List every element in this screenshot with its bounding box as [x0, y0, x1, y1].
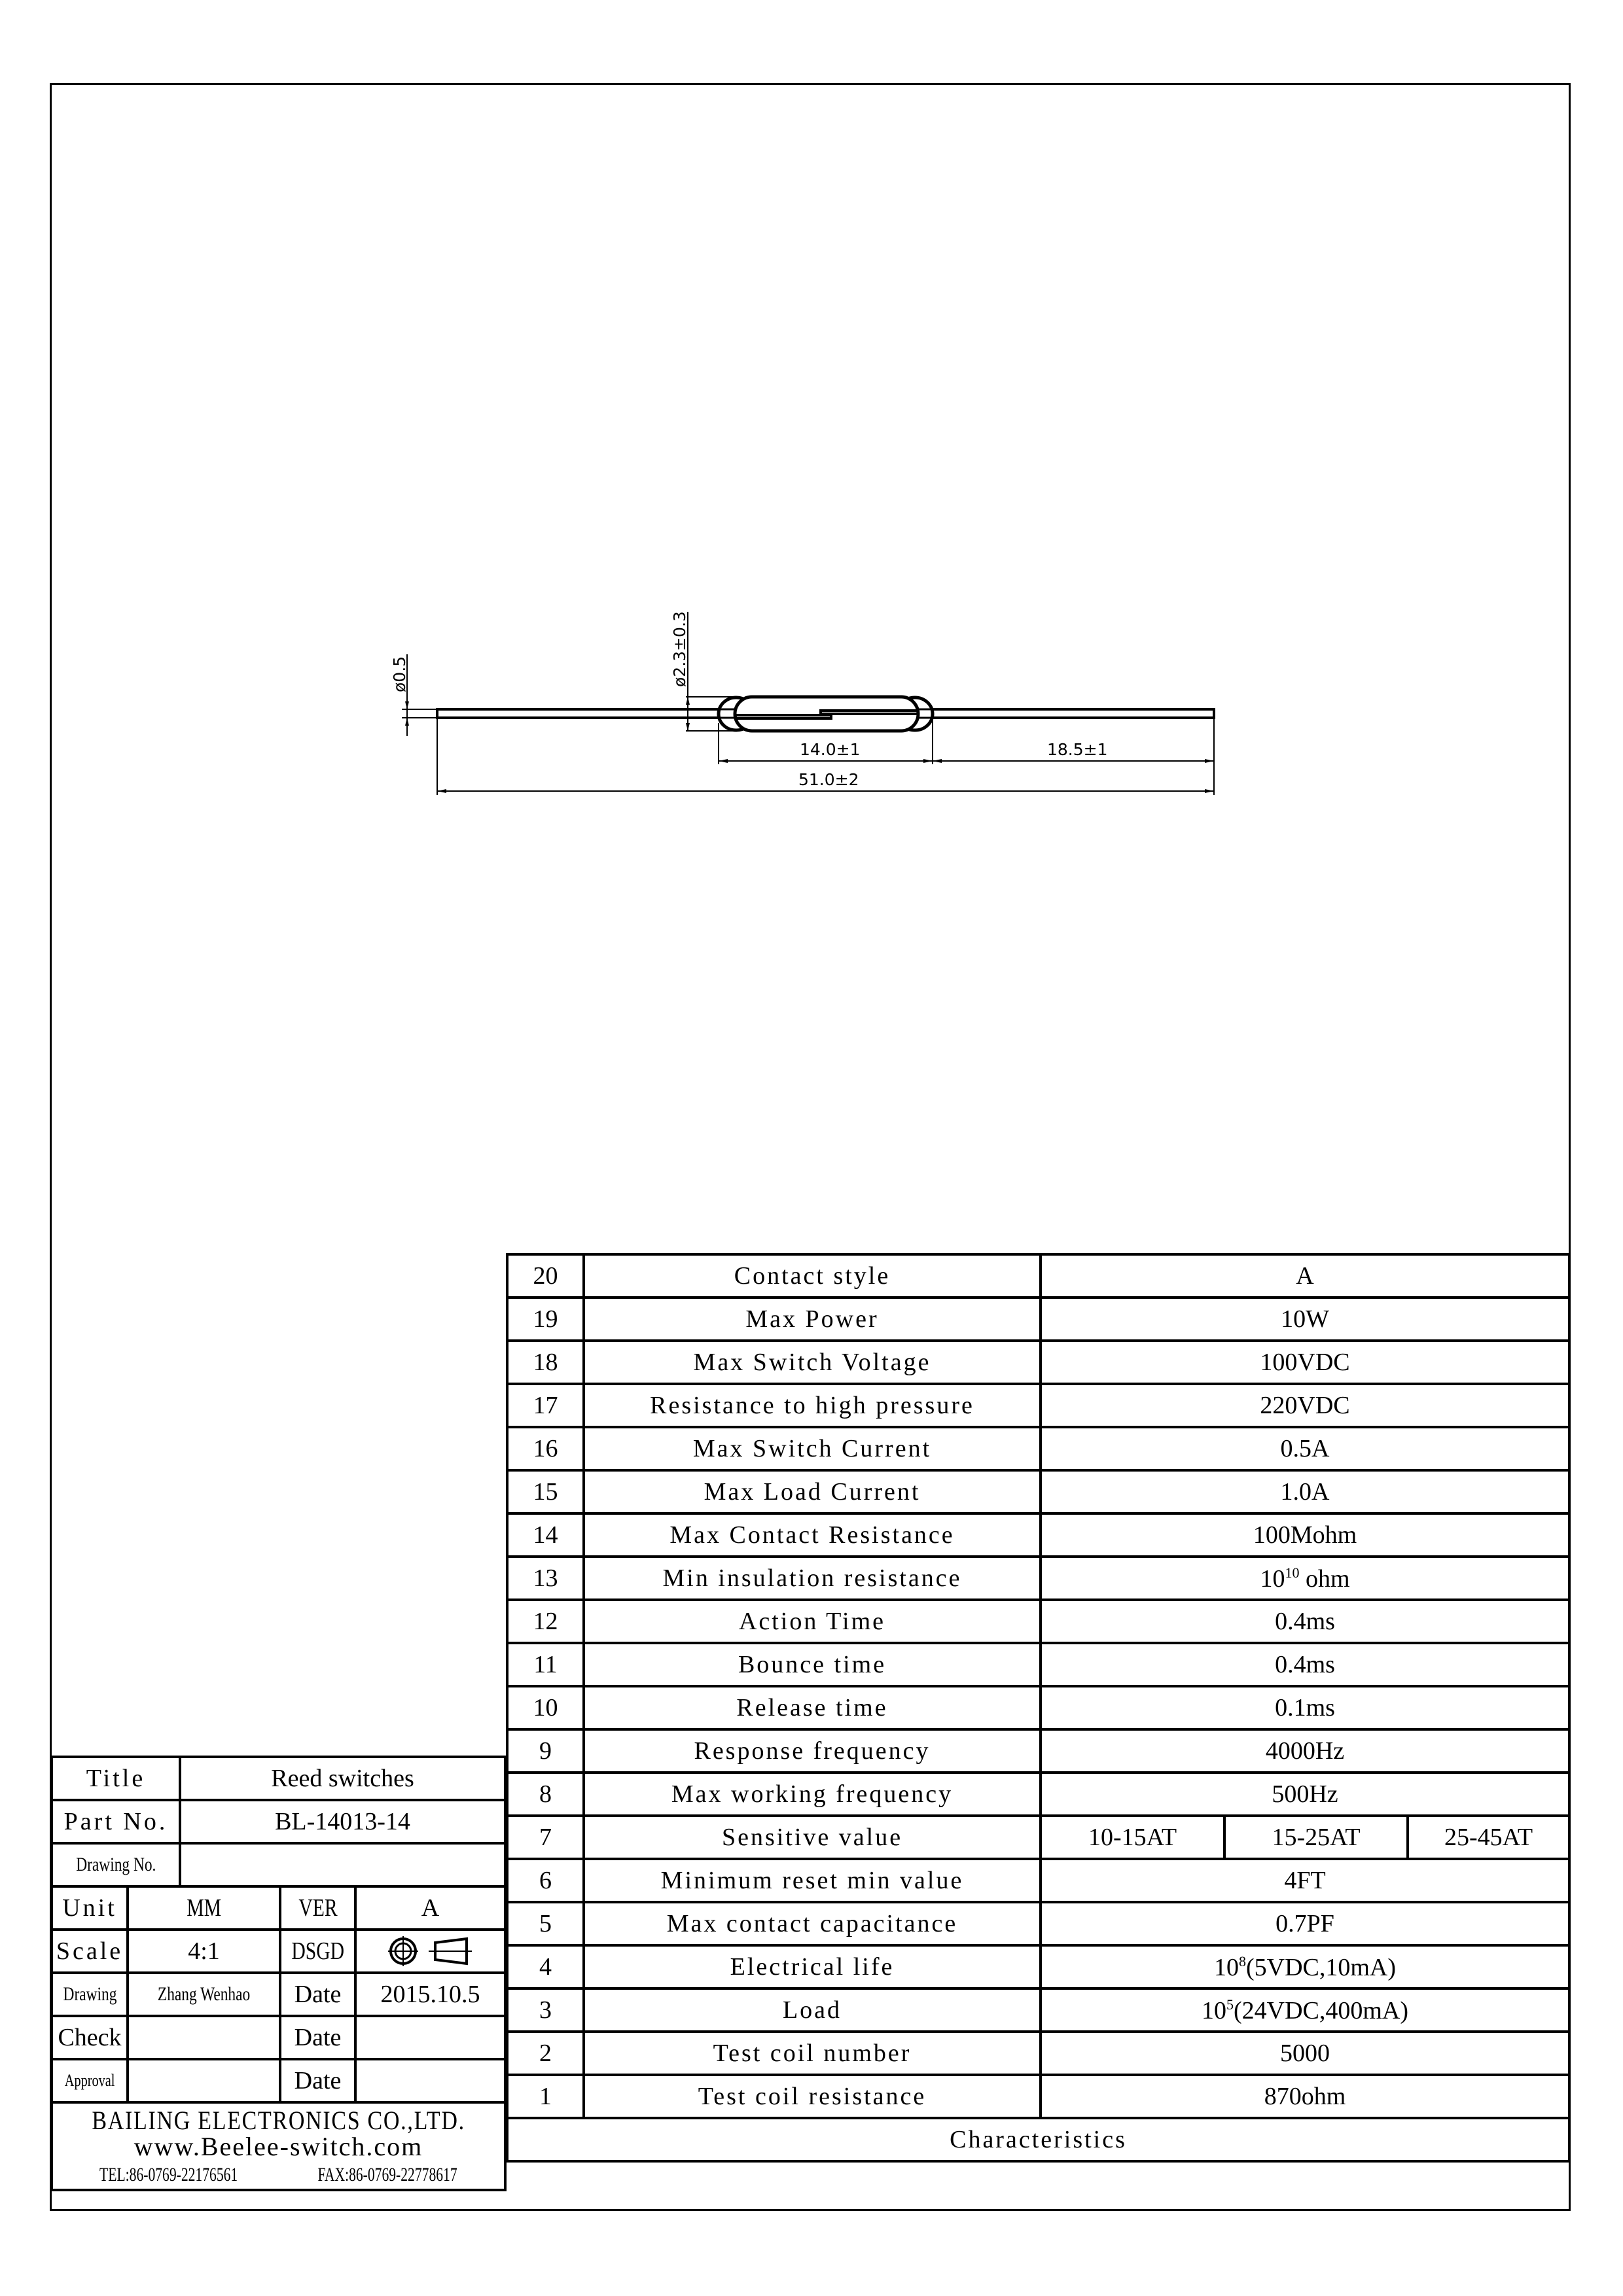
- scale-label: Scale: [52, 1930, 128, 1973]
- unit-row: [52, 1886, 505, 1930]
- spec-row: [507, 1945, 1569, 1988]
- spec-row-value: 0.4ms: [1041, 1600, 1569, 1643]
- spec-row-value: 1.0A: [1041, 1470, 1569, 1513]
- spec-row-name: Load: [584, 1988, 1041, 2032]
- unit-value: MM: [128, 1886, 280, 1930]
- company-name: BAILING ELECTRONICS CO.,LTD.: [92, 2106, 465, 2135]
- spec-row-value: 100VDC: [1041, 1341, 1569, 1384]
- spec-row: [507, 1902, 1569, 1945]
- spec-row-name: Max Contact Resistance: [584, 1513, 1041, 1557]
- spec-row-name: Contact style: [584, 1254, 1041, 1298]
- check-label: Check: [52, 2016, 128, 2059]
- characteristics-label: Characteristics: [507, 2118, 1569, 2161]
- company-tel: TEL:86-0769-22176561: [99, 2164, 238, 2185]
- company-fax: FAX:86-0769-22778617: [317, 2164, 457, 2185]
- spec-row-number: 11: [507, 1643, 584, 1686]
- spec-row-value: A: [1041, 1254, 1569, 1298]
- approval-date-value: [355, 2059, 505, 2102]
- spec-row-name: Bounce time: [584, 1643, 1041, 1686]
- spec-row-value: $10^5(24VDC,400mA)$: [1041, 1988, 1569, 2032]
- reed-switch-drawing: [0, 0, 1623, 851]
- spec-row: [507, 1384, 1569, 1427]
- check-value: [128, 2016, 280, 2059]
- spec-row-value: 4FT: [1041, 1859, 1569, 1902]
- spec-row-number: 7: [507, 1816, 584, 1859]
- spec-row: [507, 2075, 1569, 2118]
- spec-row-value-option: 25-45AT: [1408, 1816, 1569, 1859]
- ver-value: A: [355, 1886, 505, 1930]
- spec-row: [507, 1643, 1569, 1686]
- spec-row-name: Action Time: [584, 1600, 1041, 1643]
- spec-row-value: 0.4ms: [1041, 1643, 1569, 1686]
- spec-row-number: 20: [507, 1254, 584, 1298]
- check-date-value: [355, 2016, 505, 2059]
- spec-row-number: 8: [507, 1773, 584, 1816]
- spec-row-number: 18: [507, 1341, 584, 1384]
- drawing-value: Zhang Wenhao: [128, 1973, 280, 2016]
- spec-row-name: Test coil resistance: [584, 2075, 1041, 2118]
- dim-lead-length: 18.5±1: [1047, 740, 1108, 759]
- spec-row: [507, 1470, 1569, 1513]
- title-block: [50, 1756, 507, 2191]
- spec-row-name: Max Switch Voltage: [584, 1341, 1041, 1384]
- spec-row-value: $10^{10}$ ohm: [1041, 1557, 1569, 1600]
- spec-row: [507, 1427, 1569, 1470]
- spec-row: [507, 1773, 1569, 1816]
- spec-row-value-option: 15-25AT: [1224, 1816, 1408, 1859]
- spec-row-value: 220VDC: [1041, 1384, 1569, 1427]
- scale-row: [52, 1930, 505, 1973]
- spec-row: [507, 1729, 1569, 1773]
- spec-row-number: 5: [507, 1902, 584, 1945]
- spec-row: [507, 1816, 1569, 1859]
- spec-row-value: $10^8(5VDC,10mA)$: [1041, 1945, 1569, 1988]
- drawing-label: Drawing: [52, 1973, 128, 2016]
- spec-row-name: Min insulation resistance: [584, 1557, 1041, 1600]
- spec-row-value: 5000: [1041, 2032, 1569, 2075]
- spec-row-name: Max working frequency: [584, 1773, 1041, 1816]
- spec-row-value-option: 10-15AT: [1041, 1816, 1224, 1859]
- spec-row-number: 2: [507, 2032, 584, 2075]
- spec-row-value: 10W: [1041, 1298, 1569, 1341]
- spec-row-name: Max Load Current: [584, 1470, 1041, 1513]
- dim-overall-length: 51.0±2: [798, 770, 859, 789]
- spec-row-number: 9: [507, 1729, 584, 1773]
- spec-row: [507, 1686, 1569, 1729]
- spec-row-name: Minimum reset min value: [584, 1859, 1041, 1902]
- spec-row-number: 10: [507, 1686, 584, 1729]
- lead-wire-right: [928, 709, 1214, 718]
- drawing-date-label: Date: [280, 1973, 355, 2016]
- company-info: [52, 2102, 505, 2190]
- part-no-row: [52, 1800, 505, 1843]
- company-row: [52, 2102, 505, 2190]
- approval-value: [128, 2059, 280, 2102]
- spec-row: [507, 1341, 1569, 1384]
- dim-glass-length: 14.0±1: [800, 740, 861, 759]
- scale-value: 4:1: [128, 1930, 280, 1973]
- title-row: [52, 1757, 505, 1800]
- spec-row-value: 500Hz: [1041, 1773, 1569, 1816]
- dim-lead-diameter: ø0.5: [390, 656, 409, 692]
- characteristics-table: [506, 1253, 1571, 2163]
- spec-row-value: 0.5A: [1041, 1427, 1569, 1470]
- company-website[interactable]: www.Beelee-switch.com: [134, 2132, 423, 2161]
- spec-row-number: 1: [507, 2075, 584, 2118]
- spec-row-name: Electrical life: [584, 1945, 1041, 1988]
- approval-row: [52, 2059, 505, 2102]
- title-value: Reed switches: [180, 1757, 505, 1800]
- approval-date-label: Date: [280, 2059, 355, 2102]
- drawing-date-value: 2015.10.5: [355, 1973, 505, 2016]
- spec-row-name: Test coil number: [584, 2032, 1041, 2075]
- spec-footer-row: [507, 2118, 1569, 2161]
- part-no-value: BL-14013-14: [180, 1800, 505, 1843]
- drawing-row: [52, 1973, 505, 2016]
- spec-row: [507, 1859, 1569, 1902]
- part-no-label: Part No.: [52, 1800, 180, 1843]
- spec-row-number: 14: [507, 1513, 584, 1557]
- spec-row-name: Max contact capacitance: [584, 1902, 1041, 1945]
- check-row: [52, 2016, 505, 2059]
- lead-wire-left: [437, 709, 725, 718]
- spec-row-number: 6: [507, 1859, 584, 1902]
- spec-row-number: 19: [507, 1298, 584, 1341]
- spec-row: [507, 2032, 1569, 2075]
- check-date-label: Date: [280, 2016, 355, 2059]
- spec-row-name: Release time: [584, 1686, 1041, 1729]
- spec-row-value: 100Mohm: [1041, 1513, 1569, 1557]
- spec-row-number: 17: [507, 1384, 584, 1427]
- approval-label: Approval: [52, 2059, 128, 2102]
- drawing-no-value: [180, 1843, 505, 1886]
- drawing-no-row: [52, 1843, 505, 1886]
- spec-row: [507, 1600, 1569, 1643]
- spec-row: [507, 1557, 1569, 1600]
- spec-row-name: Resistance to high pressure: [584, 1384, 1041, 1427]
- first-angle-projection-icon: [388, 1935, 473, 1968]
- spec-row-number: 3: [507, 1988, 584, 2032]
- dsgd-value: [355, 1930, 505, 1973]
- spec-row-number: 16: [507, 1427, 584, 1470]
- spec-row-value: 0.7PF: [1041, 1902, 1569, 1945]
- title-label: Title: [52, 1757, 180, 1800]
- spec-row-number: 4: [507, 1945, 584, 1988]
- spec-row: [507, 1298, 1569, 1341]
- spec-row-number: 13: [507, 1557, 584, 1600]
- spec-row: [507, 1988, 1569, 2032]
- spec-row-name: Max Switch Current: [584, 1427, 1041, 1470]
- drawing-no-label: Drawing No.: [52, 1843, 180, 1886]
- spec-row: [507, 1254, 1569, 1298]
- spec-row-value: 4000Hz: [1041, 1729, 1569, 1773]
- spec-row-value: 870ohm: [1041, 2075, 1569, 2118]
- dim-glass-diameter: ø2.3±0.3: [670, 611, 689, 687]
- spec-row-number: 15: [507, 1470, 584, 1513]
- dsgd-label: DSGD: [280, 1930, 355, 1973]
- spec-row-name: Response frequency: [584, 1729, 1041, 1773]
- unit-label: Unit: [52, 1886, 128, 1930]
- company-contact: [53, 2165, 504, 2185]
- spec-row-number: 12: [507, 1600, 584, 1643]
- spec-row-name: Sensitive value: [584, 1816, 1041, 1859]
- ver-label: VER: [280, 1886, 355, 1930]
- spec-row-value: 0.1ms: [1041, 1686, 1569, 1729]
- spec-row: [507, 1513, 1569, 1557]
- spec-row-name: Max Power: [584, 1298, 1041, 1341]
